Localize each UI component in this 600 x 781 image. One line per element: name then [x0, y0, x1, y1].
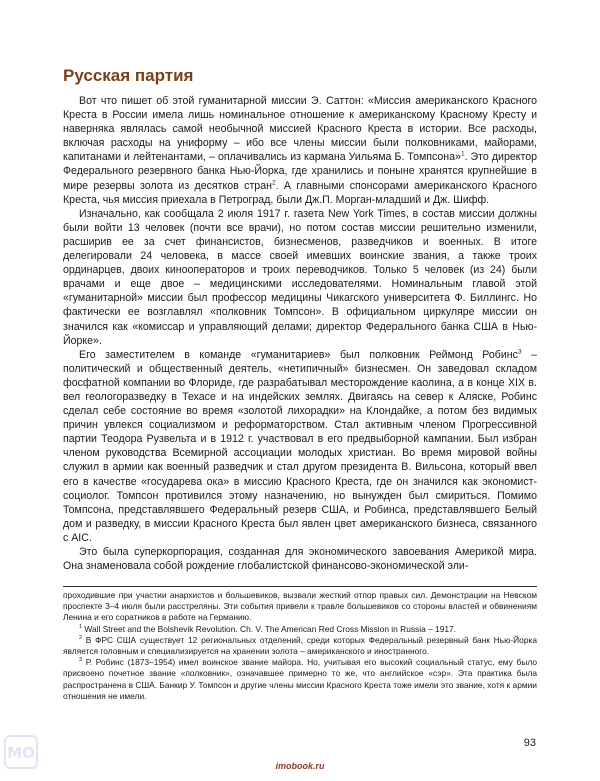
paragraph — [63, 94, 537, 207]
watermark-logo-icon — [4, 735, 38, 769]
footnote-ref: 3 — [517, 348, 522, 356]
paragraph — [63, 207, 537, 348]
text-run: . Это директор Федерального резервного банка Нью-Йорка, где хранились и поныне хранятся крупнейшие в мире резервы золота из десятков стран — [63, 151, 537, 192]
footnote-ref: 1 — [460, 150, 465, 158]
footnote-text: В ФРС США существует 12 региональных отделений, среди которых Федеральный резервный банк Нью-Йорка является головным и специализируется на хранении золота – американского и иностранного. — [63, 634, 537, 657]
footnote-number: 1 — [79, 623, 83, 630]
text-run: Вот что пишет об этой гуманитарной миссии Э. Саттон: «Миссия американского Красного Креста в России имела лишь номинальное отношение к американскому Красному Кресту и наверняка являлась самой необычной миссией Красного Креста в истории. Все расходы, включая расходы на униформу – ибо все члены миссии были полковниками, майорами, капитанами и лейтенантами, – оплачивались из кармана Уильяма Б. Томпсона» — [63, 95, 537, 164]
footnote-ref: 2 — [271, 179, 276, 187]
watermark-text: MO — [7, 744, 35, 762]
footnote-text: Wall Street and the Bolshevik Revolution. Ch. V. The American Red Cross Mission in Russia – 1917. — [82, 623, 457, 634]
footnote-number: 2 — [79, 635, 83, 642]
text-run: Изначально, как сообщала 2 июля 1917 г. газета New York Times, в состав миссии должны были войти 13 человек (почти все врачи), но потом состав миссии решительно изменили, расширив ее за счет финансистов, бизнесменов, разведчиков и военных. В итоге делегировали 24 человека, в массе своей имевших воинские звания, а также троих ординарцев, двоих кинооператоров и троих переводчиков. Только 5 человек (из 24) были врачами и еще двое – медицинскими исследователями. Номинальным главой этой «гуманитарной» миссии был профессор медицины Чикагского университета Ф. Биллингс. Но фактически ее возглавлял «полковник Томпсон». В официальном циркуляре миссии он значился как «комиссар и управляющий делами; директор Федерального банка США в Нью-Йорке». — [63, 207, 537, 347]
text-run: Его заместителем в команде «гуманитариев» был полковник Реймонд Робинс — [79, 348, 518, 361]
body-text — [63, 94, 537, 573]
footnote — [63, 635, 537, 657]
section-heading: Русская партия — [63, 66, 194, 85]
footnote-text: Р. Робинс (1873–1954) имел воинское звание майора. Но, учитывая его высокий социальный статус, ему было присвоено почетное звание «полковник», означавшее примерно то же, что английское «сэр». Эта практика была распространена в США. Банкир У. Томпсон и другие члены миссии Красного Креста тоже имели это звание, хотя к армии отношения не имели. — [63, 657, 537, 701]
page-number: 93 — [523, 737, 536, 749]
text-run: Это была суперкорпорация, созданная для экономического завоевания Америкой мира. Она знаменовала собой рождение глобалистской финансово-экономической эли- — [63, 546, 537, 573]
footnote-number: 3 — [79, 657, 83, 664]
footnote-divider — [63, 586, 537, 587]
site-link[interactable]: imobook.ru — [275, 761, 325, 771]
paragraph — [63, 348, 537, 545]
footnote-text: проходившие при участии анархистов и большевиков, вызвали жесткий отпор правых сил. Демонстрации на Невском проспекте 3–4 июля были расстреляны. Эти события привели к травле большевиков со стороны властей и обвинениям Ленина и его соратников в работе на Германию. — [63, 590, 537, 623]
footnotes — [63, 590, 537, 702]
text-run: . А главными спонсорами американского Красного Креста, чья миссия приехала в Петроград, были Дж.П. Морган-младший и Дж. Шифф. — [63, 179, 537, 206]
footnote — [63, 657, 537, 702]
footnote-continuation — [63, 590, 537, 624]
footnote — [63, 624, 537, 635]
text-run: – политический и общественный деятель, «нетипичный» бизнесмен. Он заведовал складом фосфатной компании во Флориде, где разрабатывал месторождение каолина, а в конце XIX в. вел геологоразведку в Техасе и на индейских землях. Двигаясь на север к Аляске, Робинс сделал себе состояние во время «золотой лихорадки» на Клондайке, а потом без видимых причин увлекся социализмом и реформаторством. Стал активным членом Прогрессивной партии Теодора Рузвельта и в 1912 г. участвовал в его предвыборной кампании. Был избран членом руководства Всемирной ассоциации молодых христиан. Во время мировой войны служил в армии как военный разведчик и стал другом президента В. Вильсона, который ввел его в качестве «государева ока» в миссию Красного Креста, где он значился как экономист-социолог. Томпсон противился этому назначению, но вынужден был смириться. Помимо Томпсона, представлявшего Федеральный резерв США, и Робинса, представлявшего Белый дом и разведку, в миссии Красного Креста был явлен цвет американского бизнеса, связанного с AIC. — [63, 348, 537, 544]
paragraph — [63, 545, 537, 573]
